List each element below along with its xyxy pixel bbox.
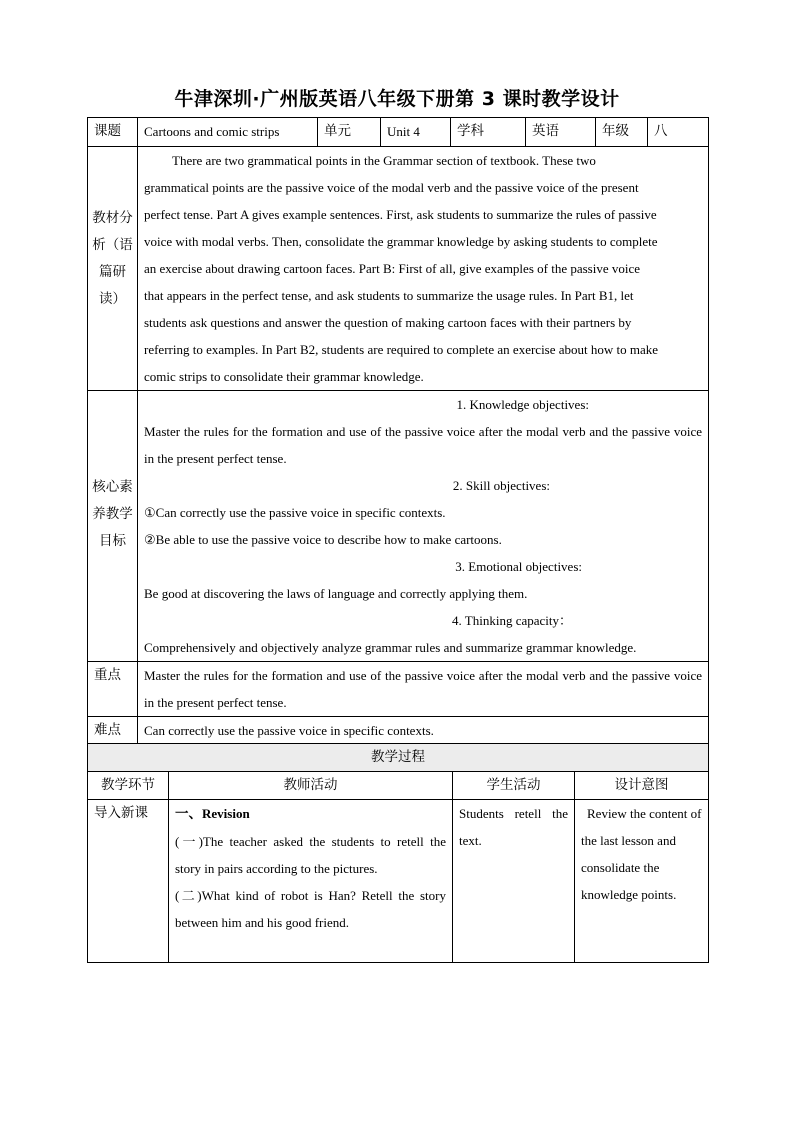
design-intent-cell: Review the content of the last lesson and consolidate the knowledge points.: [575, 800, 709, 963]
skill-head: 2. Skill objectives:: [452, 478, 550, 493]
thinking-text: Comprehensively and objectively analyze grammar rules and summarize grammar knowledge.: [144, 640, 637, 655]
unit-label: 单元: [318, 118, 381, 147]
process-header: 教学过程: [88, 744, 709, 772]
difficult-point-label: 难点: [88, 717, 138, 745]
revision-heading-num: 一、: [175, 806, 202, 822]
page-title: 牛津深圳·广州版英语八年级下册第 3 课时教学设计: [174, 88, 620, 110]
skill-1: ①Can correctly use the passive voice in specific contexts.: [144, 505, 446, 520]
revision-heading: [175, 800, 446, 828]
analysis-line: that appears in the perfect tense, and ask students to summarize the usage rules. In Part B1, let: [144, 288, 634, 303]
teacher-line: (一)The teacher asked the students to retell the story in pairs according to the pictures.: [175, 834, 446, 876]
skill-2: ②Be able to use the passive voice to describe how to make cartoons.: [144, 532, 502, 547]
emotional-text: Be good at discovering the laws of language and correctly applying them.: [144, 586, 528, 601]
analysis-line: There are two grammatical points in the Grammar section of textbook. These two: [172, 153, 596, 168]
analysis-line: voice with modal verbs. Then, consolidate the grammar knowledge by asking students to complete: [144, 234, 658, 249]
student-activity-cell: Students retell the text.: [453, 800, 575, 963]
knowledge-head: 1. Knowledge objectives:: [456, 397, 589, 412]
analysis-line: perfect tense. Part A gives example sentences. First, ask students to summarize the rules of passive: [144, 207, 657, 222]
knowledge-text: Master the rules for the formation and use of the passive voice after the modal verb and the passive voice in the present perfect tense.: [144, 424, 702, 466]
difficult-point-text: Can correctly use the passive voice in specific contexts.: [138, 717, 709, 745]
analysis-line: comic strips to consolidate their grammar knowledge.: [144, 369, 424, 384]
thinking-head: 4. Thinking capacity：: [452, 613, 572, 628]
analysis-line: grammatical points are the passive voice of the modal verb and the passive voice of the present: [144, 180, 639, 195]
teacher-activity-cell: [169, 800, 453, 963]
lesson-info-table: [87, 117, 709, 745]
teacher-line: (二)What kind of robot is Han? Retell the story between him and his good friend.: [175, 888, 446, 930]
subject-label: 学科: [451, 118, 526, 147]
column-student-activity: 学生活动: [453, 772, 575, 800]
teaching-process-table: [87, 743, 709, 963]
column-stage: 教学环节: [88, 772, 169, 800]
column-teacher-activity: 教师活动: [169, 772, 453, 800]
key-point-label: 重点: [88, 662, 138, 717]
unit-value: Unit 4: [381, 118, 451, 147]
topic-label: 课题: [88, 118, 138, 147]
analysis-text: [138, 147, 709, 391]
stage-cell: 导入新课: [88, 800, 169, 963]
key-point-text: Master the rules for the formation and use of the passive voice after the modal verb and the passive voice in the present perfect tense.: [138, 662, 709, 717]
column-design-intent: 设计意图: [575, 772, 709, 800]
analysis-line: an exercise about drawing cartoon faces. Part B: First of all, give examples of the passive voice: [144, 261, 641, 276]
subject-value: 英语: [526, 118, 596, 147]
grade-value: 八: [648, 118, 709, 147]
grade-label: 年级: [596, 118, 648, 147]
analysis-label: 教材分析（语篇研读）: [88, 147, 138, 391]
revision-heading-text: Revision: [202, 806, 250, 821]
emotional-head: 3. Emotional objectives:: [455, 559, 582, 574]
analysis-line: students ask questions and answer the question of making cartoon faces with their partners by: [144, 315, 632, 330]
topic-value: Cartoons and comic strips: [138, 118, 318, 147]
objectives-label: 核心素养教学目标: [88, 391, 138, 662]
analysis-line: referring to examples. In Part B2, students are required to complete an exercise about how to make: [144, 342, 659, 357]
objectives-text: [138, 391, 709, 662]
